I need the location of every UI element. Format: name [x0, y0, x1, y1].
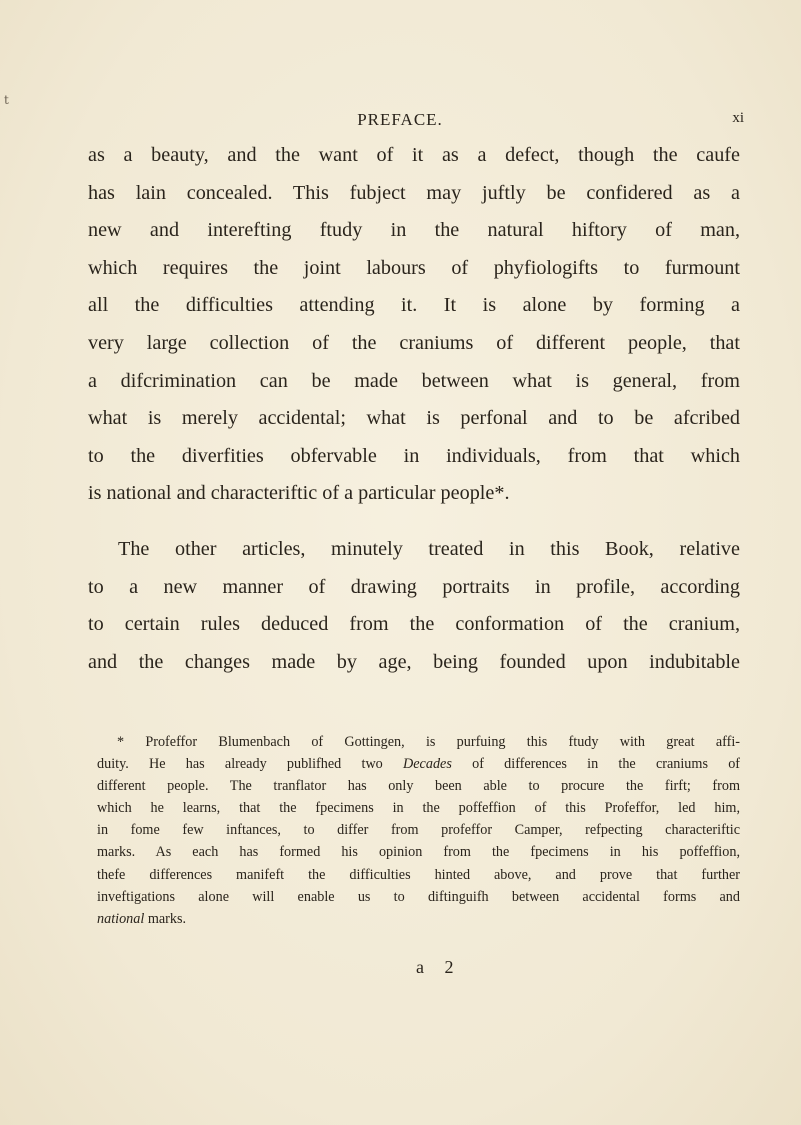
footnote-line: different people. The tranflator has only been able to procure the firft; from: [97, 778, 740, 795]
text-line: The other articles, minutely treated in this Book, relative: [118, 538, 740, 560]
text-line: what is merely accidental; what is perfonal and to be afcribed: [88, 407, 740, 430]
footnote-line: thefe differences manifeft the difficulties hinted above, and prove that further: [97, 866, 740, 883]
text-line: to a new manner of drawing portraits in profile, according: [88, 575, 740, 598]
text-line: as a beauty, and the want of it as a defect, though the caufe: [88, 144, 740, 166]
text-line: to the diverfities obfervable in individuals, from that which: [88, 444, 740, 467]
text-line: new and interefting ftudy in the natural hiftory of man,: [88, 219, 740, 242]
running-head: PREFACE.: [357, 110, 443, 129]
text-line: all the difficulties attending it. It is alone by forming a: [88, 294, 740, 317]
footnote-italic-title: Decades: [403, 756, 452, 773]
footnote-line: * Profeffor Blumenbach of Gottingen, is purfuing this ftudy with great affi-: [117, 734, 740, 750]
footnote-line: which he learns, that the fpecimens in the poffeffion of this Profeffor, led him,: [97, 800, 740, 817]
footnote: [97, 731, 740, 930]
signature-mark: a 2: [416, 957, 462, 977]
text-line: is national and characteriftic of a particular people*.: [88, 482, 510, 505]
page-number: xi: [732, 110, 744, 126]
footnote-line: in fome few inftances, to differ from profeffor Camper, refpecting characteriftic: [97, 822, 740, 839]
page-edge-mark: t: [4, 93, 9, 107]
footnote-line: inveftigations alone will enable us to diftinguifh between accidental forms and: [97, 888, 740, 905]
text-line: very large collection of the craniums of different people, that: [88, 331, 740, 354]
text-line: a difcrimination can be made between what is general, from: [88, 369, 740, 392]
footnote-line: marks. As each has formed his opinion from the fpecimens in his poffeffion,: [97, 844, 740, 861]
paragraph-2: [88, 531, 740, 681]
page-header: [60, 82, 744, 129]
text-line: has lain concealed. This fubject may juftly be confidered as a: [88, 181, 740, 204]
text-line: which requires the joint labours of phyfiologifts to furmount: [88, 256, 740, 279]
text-line: and the changes made by age, being founded upon indubitable: [88, 650, 740, 673]
footnote-line: national marks.: [97, 910, 187, 927]
text-line: to certain rules deduced from the conformation of the cranium,: [88, 613, 740, 636]
footnote-italic-word: national: [97, 910, 145, 927]
paragraph-1: [88, 137, 740, 513]
footnote-line: duity. He has already publifhed two Decades of differences in the craniums of: [97, 756, 741, 773]
